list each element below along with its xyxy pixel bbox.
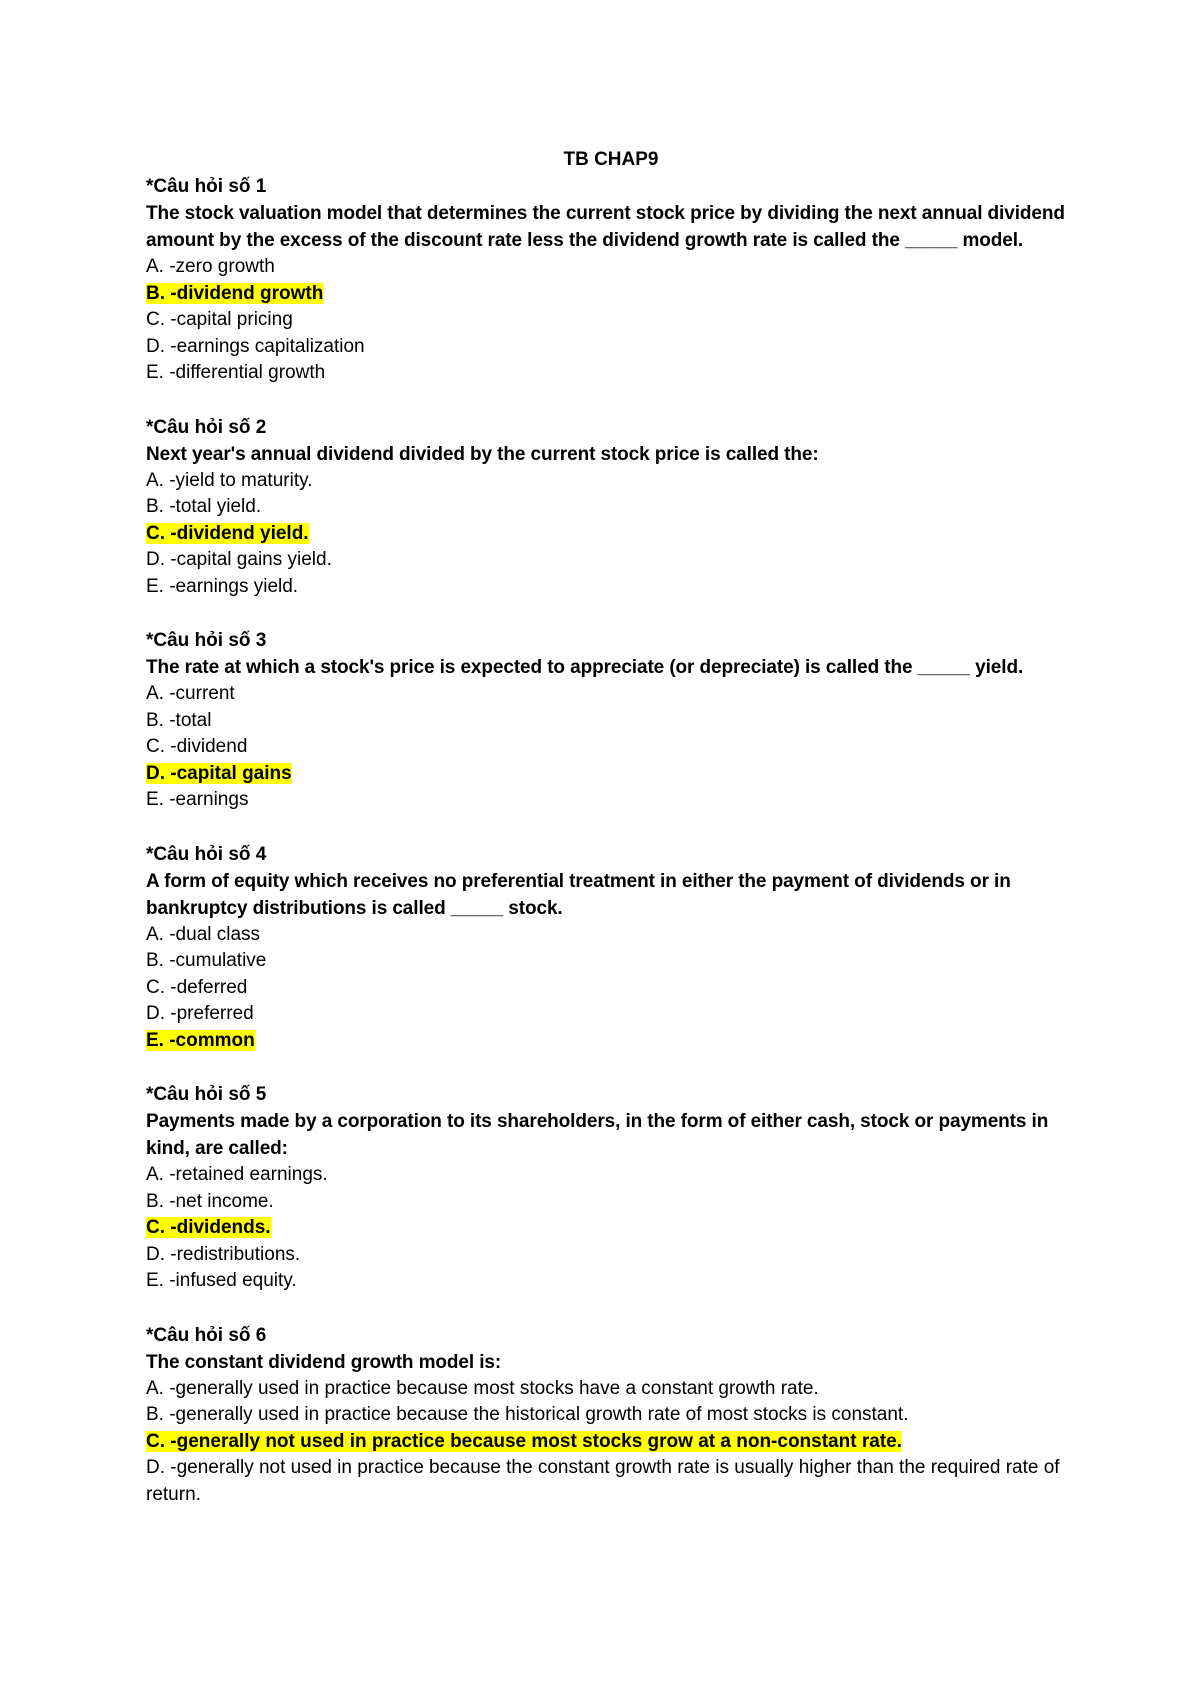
answer-option-a — [146, 254, 1076, 281]
answer-option-text: B. -total yield. — [146, 496, 262, 517]
question-label: *Câu hỏi số 2 — [146, 416, 267, 438]
answer-option-c — [146, 307, 1076, 334]
answer-option-a — [146, 1162, 1076, 1189]
question-text: The constant dividend growth model is: — [146, 1351, 502, 1373]
answer-option-text: B. -dividend growth — [146, 282, 324, 304]
document-title: TB CHAP9 — [563, 149, 659, 170]
answer-option-a — [146, 1376, 1076, 1403]
answer-option-text: D. -capital gains — [146, 762, 292, 784]
question-4 — [146, 841, 1076, 1055]
answer-option-text: B. -net income. — [146, 1190, 274, 1212]
answer-option-d — [146, 761, 1076, 788]
answer-option-d — [146, 1242, 1076, 1269]
answer-option-text: C. -capital pricing — [146, 309, 293, 330]
answer-option-text: A. -generally used in practice because most stocks have a constant growth rate. — [146, 1377, 819, 1399]
question-label: *Câu hỏi số 3 — [146, 630, 267, 651]
answer-option-text: A. -zero growth — [146, 256, 275, 277]
document-page — [146, 146, 1076, 1535]
answer-option-text: D. -earnings capitalization — [146, 335, 365, 357]
answer-option-text: A. -current — [146, 683, 235, 704]
question-3 — [146, 627, 1076, 814]
answer-option-text: C. -deferred — [146, 976, 248, 998]
answer-options — [146, 922, 1076, 1055]
answer-option-a — [146, 681, 1076, 708]
answer-option-e — [146, 574, 1076, 601]
answer-option-text: A. -dual class — [146, 923, 261, 945]
answer-option-d — [146, 1001, 1076, 1028]
question-text: The rate at which a stock's price is expected to appreciate (or depreciate) is called the _____ yield. — [146, 657, 1024, 678]
answer-option-text: E. -differential growth — [146, 362, 326, 383]
answer-option-e — [146, 1028, 1076, 1055]
question-text: A form of equity which receives no preferential treatment in either the payment of dividends or in bankruptcy distributions is called _____ stock. — [146, 870, 1011, 919]
answer-options — [146, 254, 1076, 387]
answer-option-text: C. -dividend — [146, 736, 248, 757]
answer-option-c — [146, 521, 1076, 548]
question-6 — [146, 1322, 1076, 1509]
answer-option-text: D. -capital gains yield. — [146, 549, 332, 570]
answer-options — [146, 1162, 1076, 1295]
answer-option-a — [146, 468, 1076, 495]
answer-option-b — [146, 708, 1076, 735]
answer-option-b — [146, 948, 1076, 975]
answer-option-b — [146, 1189, 1076, 1216]
answer-option-b — [146, 281, 1076, 308]
answer-option-text: C. -dividend yield. — [146, 522, 309, 544]
answer-option-text: A. -retained earnings. — [146, 1164, 328, 1185]
question-1 — [146, 173, 1076, 387]
question-text: Payments made by a corporation to its shareholders, in the form of either cash, stock or payments in kind, are called: — [146, 1111, 1049, 1159]
answer-options — [146, 681, 1076, 814]
answer-option-c — [146, 1429, 1076, 1456]
question-label: *Câu hỏi số 5 — [146, 1084, 267, 1105]
answer-option-text: A. -yield to maturity. — [146, 469, 313, 491]
answer-option-text: D. -preferred — [146, 1003, 254, 1024]
answer-option-text: B. -cumulative — [146, 950, 267, 971]
answer-option-d — [146, 547, 1076, 574]
answer-option-e — [146, 787, 1076, 814]
answer-option-e — [146, 360, 1076, 387]
answer-option-c — [146, 975, 1076, 1002]
answer-options — [146, 1376, 1076, 1509]
answer-option-e — [146, 1268, 1076, 1295]
question-5 — [146, 1081, 1076, 1295]
answer-option-text: E. -earnings — [146, 789, 249, 810]
answer-option-c — [146, 1215, 1076, 1242]
answer-option-c — [146, 734, 1076, 761]
answer-option-text: C. -dividends. — [146, 1217, 271, 1238]
answer-option-text: E. -infused equity. — [146, 1270, 297, 1291]
question-label: *Câu hỏi số 4 — [146, 843, 267, 865]
question-2 — [146, 414, 1076, 601]
answer-options — [146, 468, 1076, 601]
answer-option-d — [146, 1455, 1076, 1508]
question-label: *Câu hỏi số 1 — [146, 176, 267, 197]
question-label: *Câu hỏi số 6 — [146, 1324, 267, 1346]
answer-option-a — [146, 922, 1076, 949]
answer-option-text: B. -total — [146, 709, 212, 731]
answer-option-b — [146, 1402, 1076, 1429]
answer-option-text: E. -common — [146, 1029, 255, 1051]
answer-option-b — [146, 494, 1076, 521]
answer-option-text: D. -generally not used in practice because the constant growth rate is usually higher than the required rate of return. — [146, 1457, 1060, 1505]
answer-option-d — [146, 334, 1076, 361]
answer-option-text: D. -redistributions. — [146, 1243, 301, 1265]
question-text: Next year's annual dividend divided by the current stock price is called the: — [146, 443, 819, 465]
answer-option-text: E. -earnings yield. — [146, 575, 299, 597]
answer-option-text: C. -generally not used in practice because most stocks grow at a non-constant rate. — [146, 1430, 902, 1452]
answer-option-text: B. -generally used in practice because the historical growth rate of most stocks is constant. — [146, 1404, 909, 1425]
question-text: The stock valuation model that determines the current stock price by dividing the next annual dividend amount by the excess of the discount rate less the dividend growth rate is called the _____ model. — [146, 203, 1065, 251]
